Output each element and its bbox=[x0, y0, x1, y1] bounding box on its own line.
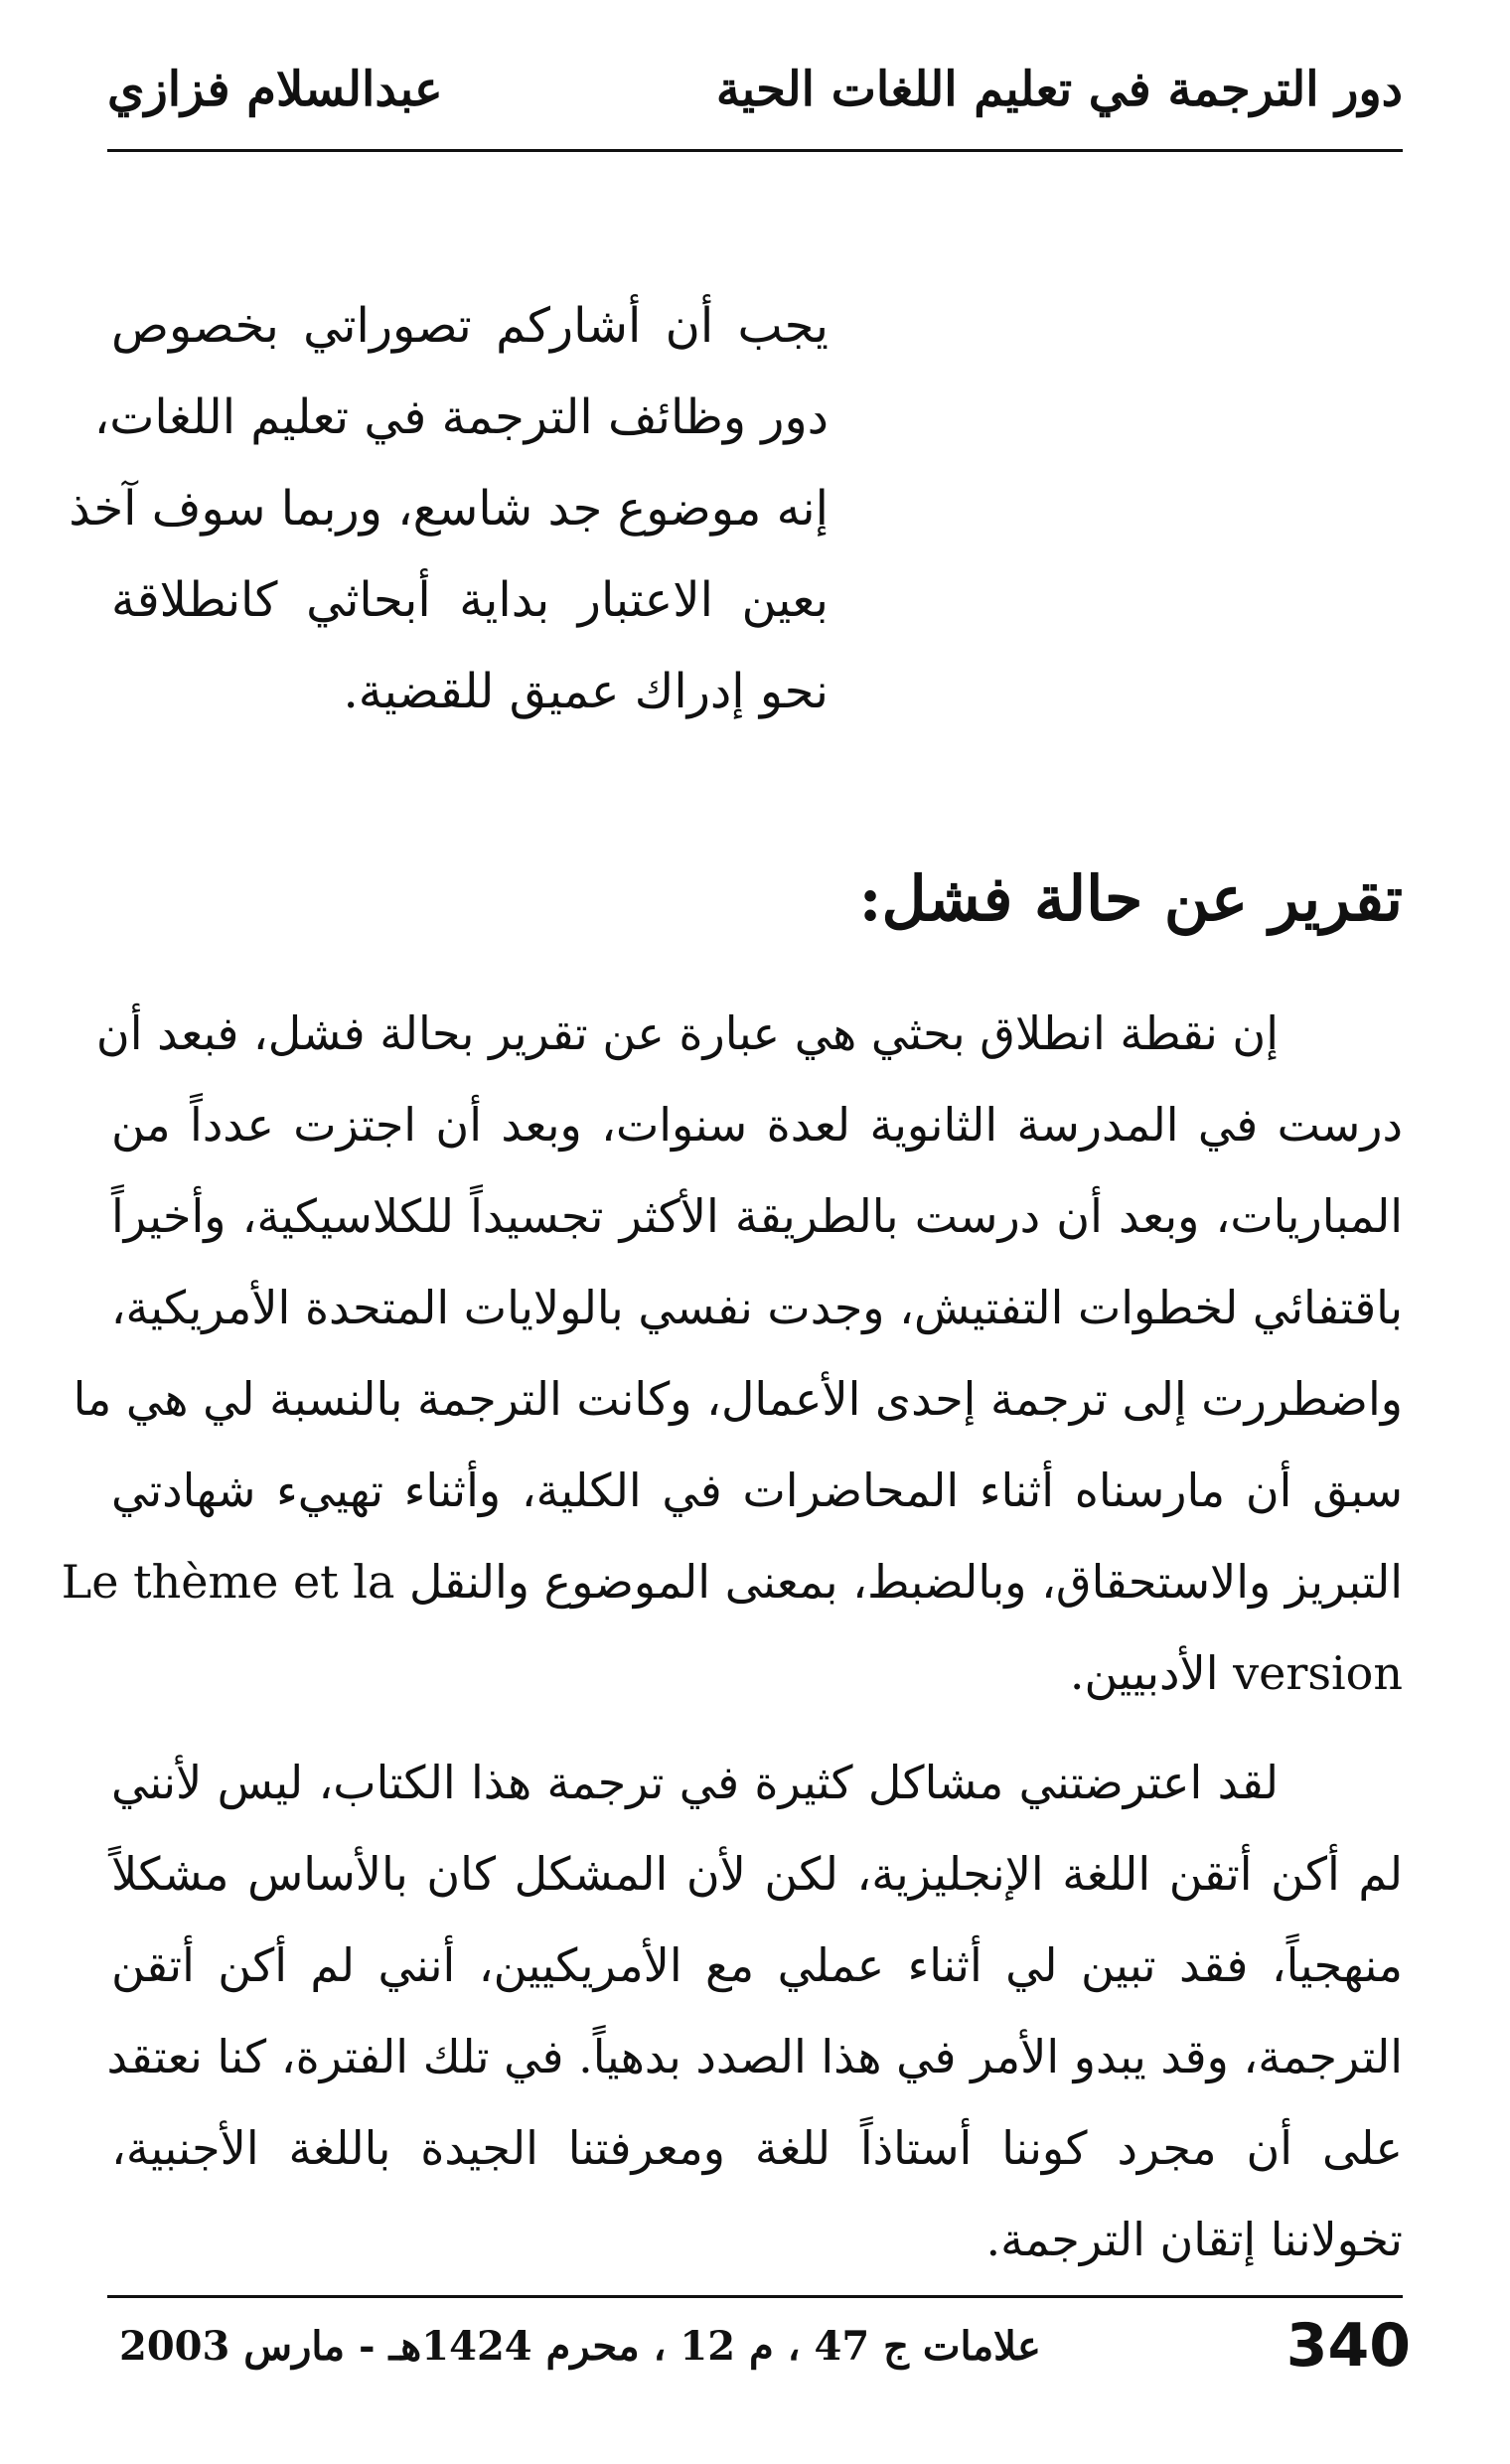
page-number: 340 bbox=[1285, 2311, 1411, 2381]
paragraph-line: الترجمة، وقد يبدو الأمر في هذا الصدد بدهياً. في تلك الفترة، كنا نعتقد bbox=[106, 2030, 1403, 2083]
paragraph-1 bbox=[61, 988, 1403, 1719]
epigraph-line: يجب أن أشاركم تصوراتي بخصوص bbox=[111, 298, 829, 354]
paragraph-line: التبريز والاستحقاق، وبالضبط، بمعنى الموضوع والنقل Le thème et la bbox=[61, 1555, 1403, 1609]
paragraph-line: لم أكن أتقن اللغة الإنجليزية، لكن لأن المشكل كان بالأساس مشكلاً bbox=[111, 1847, 1403, 1901]
running-header-title: دور الترجمة في تعليم اللغات الحية bbox=[715, 62, 1403, 117]
paragraph-line: درست في المدرسة الثانوية لعدة سنوات، وبعد أن اجتزت عدداً من bbox=[111, 1098, 1403, 1152]
paragraph-line: باقتفائي لخطوات التفتيش، وجدت نفسي بالولايات المتحدة الأمريكية، bbox=[110, 1281, 1403, 1334]
journal-issue-info: علامات ج 47 ، م 12 ، محرم 1424هـ - مارس 2003 bbox=[119, 2323, 1041, 2370]
paragraph-line: تخولاننا إتقان الترجمة. bbox=[985, 2213, 1403, 2266]
epigraph-line: إنه موضوع جد شاسع، وربما سوف آخذ bbox=[69, 481, 829, 537]
footer-divider bbox=[107, 2295, 1403, 2298]
paragraph-line: المباريات، وبعد أن درست بالطريقة الأكثر تجسيداً للكلاسيكية، وأخيراً bbox=[111, 1189, 1403, 1243]
paragraph-line: سبق أن مارسناه أثناء المحاضرات في الكلية، وأثناء تهييء شهادتي bbox=[111, 1463, 1403, 1517]
paragraph-line: منهجياً، فقد تبين لي أثناء عملي مع الأمريكيين، أنني لم أكن أتقن bbox=[111, 1938, 1403, 1992]
paragraph-line: واضطررت إلى ترجمة إحدى الأعمال، وكانت الترجمة بالنسبة لي هي ما bbox=[73, 1372, 1403, 1426]
running-header bbox=[107, 40, 1403, 152]
epigraph bbox=[69, 280, 829, 737]
running-header-author: عبدالسلام فزازي bbox=[107, 62, 443, 117]
epigraph-line: نحو إدراك عميق للقضية. bbox=[343, 664, 829, 719]
paragraph-line: على أن مجرد كوننا أستاذاً للغة ومعرفتنا الجيدة باللغة الأجنبية، bbox=[111, 2121, 1403, 2175]
paragraph-line: version الأدبيين. bbox=[1069, 1646, 1403, 1700]
paragraph-2 bbox=[106, 1737, 1403, 2285]
epigraph-line: بعين الاعتبار بداية أبحاثي كانطلاقة bbox=[111, 572, 829, 628]
section-heading: تقرير عن حالة فشل: bbox=[858, 862, 1403, 935]
paragraph-line: لقد اعترضتني مشاكل كثيرة في ترجمة هذا الكتاب، ليس لأنني bbox=[111, 1756, 1280, 1809]
paragraph-line: إن نقطة انطلاق بحثي هي عبارة عن تقرير بحالة فشل، فبعد أن bbox=[95, 1006, 1279, 1060]
epigraph-line: دور وظائف الترجمة في تعليم اللغات، bbox=[93, 389, 829, 445]
